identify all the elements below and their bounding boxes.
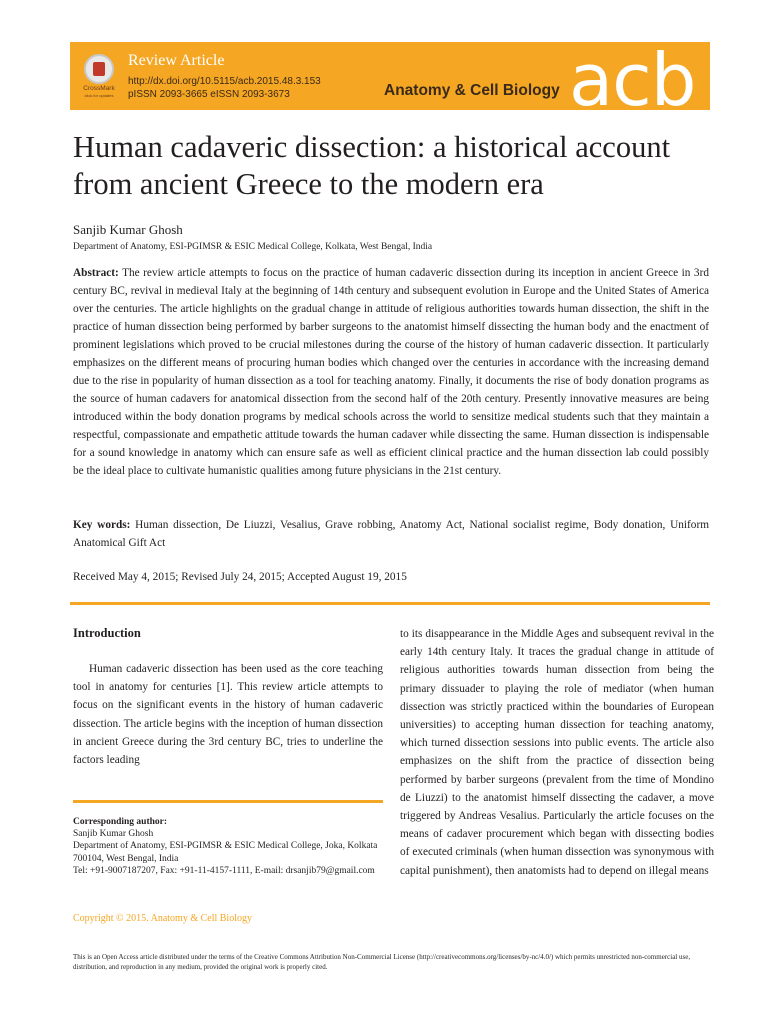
crossmark-icon (84, 54, 114, 84)
intro-paragraph-right: to its disappearance in the Middle Ages and subsequent revival in the early 14th century Italy. It traces the gradual change in attitude of religious authorities towards human dissection from being the primary dissuader to playing the role of mediator (when human dissection was strictly practiced within the boundaries of European universities) to accepting human dissection for teaching anatomy, which turned dissection sessions into public events. The article also emphasizes on the shift from the practice of dissection being performed by barber surgeons (prevalent from the time of Mondino de Liuzzi) to the anatomist himself dissecting the cadaver, a move triggered by Andreas Vesalius. Particularly the article focuses on the means of cadaver procurement which began with dissecting bodies of executed criminals (when human dissection was synonymous with capital punishment), then anatomists had to depend on illegal means (400, 628, 714, 877)
keywords-text: Human dissection, De Liuzzi, Vesalius, Grave robbing, Anatomy Act, National socialist regime, Body donation, Uniform Anatomical Gift Act (73, 519, 709, 549)
crossmark-label: CrossMark click for updates (83, 85, 115, 98)
received-dates: Received May 4, 2015; Revised July 24, 2015; Accepted August 19, 2015 (73, 571, 407, 583)
correspondence-address: Department of Anatomy, ESI-PGIMSR & ESIC Medical College, Joka, Kolkata 700104, West Bengal, India (73, 841, 378, 864)
keywords-label: Key words: (73, 519, 131, 531)
keywords (73, 516, 709, 552)
article-title: Human cadaveric dissection: a historical account from ancient Greece to the modern era (73, 130, 671, 201)
correspondence-block (73, 816, 383, 877)
section-heading-introduction: Introduction (73, 626, 141, 640)
copyright-line: Copyright © 2015. Anatomy & Cell Biology (73, 913, 252, 924)
correspondence-contact: Tel: +91-9007187207, Fax: +91-11-4157-1111, E-mail: drsanjib79@gmail.com (73, 865, 375, 876)
doi-block (128, 75, 321, 101)
author-affiliation: Department of Anatomy, ESI-PGIMSR & ESIC Medical College, Kolkata, West Bengal, India (73, 242, 433, 252)
abstract-label: Abstract: (73, 267, 119, 279)
doi-link[interactable]: http://dx.doi.org/10.5115/acb.2015.48.3.153 (128, 76, 321, 87)
section-divider (70, 602, 710, 605)
author-name: Sanjib Kumar Ghosh (73, 222, 183, 237)
license-notice: This is an Open Access article distributed under the terms of the Creative Commons Attribution Non-Commercial License (http://creativecommons.org/licenses/by-nc/4.0/) which permits unrestricted non-commercial use, distribution, and reproduction in any medium, provided the original work is properly cited. (73, 953, 691, 971)
correspondence-name: Sanjib Kumar Ghosh (73, 829, 154, 840)
journal-logo: acb (569, 42, 696, 110)
journal-banner (70, 42, 710, 110)
abstract (73, 264, 709, 480)
crossmark-badge[interactable] (80, 54, 118, 102)
correspondence-divider (73, 800, 383, 803)
journal-name: Anatomy & Cell Biology (384, 82, 560, 99)
abstract-text: The review article attempts to focus on the practice of human cadaveric dissection during its inception in ancient Greece in 3rd century BC, revival in medieval Italy at the beginning of 14th century and subsequent evolution in Europe and the United States of America over the centuries. The article highlights on the gradual change in attitude of religious authorities towards human dissection, the shift in the practice of human dissection being performed by barber surgeons to the anatomist himself dissecting the human body and the enactment of prominent legislations which proved to be crucial milestones during the course of the history of human cadaveric dissection. It particularly emphasizes on the different means of procuring human bodies which changed over the centuries in accordance with the increasing demand due to the rise in popularity of human dissection as a tool for teaching anatomy. Finally, it documents the rise of body donation programs as the source of human cadavers for anatomical dissection from the second half of the 20th century. Presently innovative measures are being introduced within the body donation programs by medical schools across the world to sensitize medical students such that they maintain a respectful, compassionate and empathetic attitude towards the human cadaver while dissecting the same. Human dissection is indispensable for a sound knowledge in anatomy which can ensure safe as well as efficient clinical practice and the human dissection lab could possibly be the ideal place to cultivate humanistic qualities among future physicians in the 21st century. (73, 267, 709, 477)
article-type: Review Article (128, 52, 225, 69)
intro-paragraph-left: Human cadaveric dissection has been used as the core teaching tool in anatomy for centuries [1]. This review article attempts to focus on the significant events in the history of human cadaveric dissection. The article begins with the inception of human dissection in ancient Greece during the 3rd century BC, tries to underline the factors leading (73, 663, 383, 767)
issn-line: pISSN 2093-3665 eISSN 2093-3673 (128, 89, 290, 100)
correspondence-heading: Corresponding author: (73, 817, 168, 827)
